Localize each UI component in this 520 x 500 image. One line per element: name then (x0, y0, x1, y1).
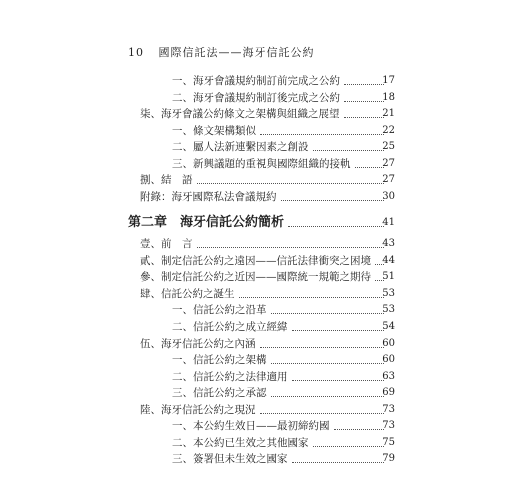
toc-entry-title: 二、海牙會議規約制訂後完成之公約 (172, 92, 340, 104)
toc-page-number: 44 (382, 255, 395, 266)
toc-entry-row[interactable] (0, 172, 520, 188)
toc-entry-title: 參、制定信託公約之近因——國際統一規範之期待 (140, 271, 371, 283)
toc-page-number: 73 (382, 404, 395, 415)
toc-entry-row[interactable] (0, 269, 520, 285)
dot-leader (271, 385, 384, 397)
page-number: 10 (128, 46, 144, 59)
dot-leader (271, 352, 384, 364)
toc-entry-title: 二、信託公約之成立經緯 (172, 321, 288, 333)
dot-leader (271, 302, 384, 314)
dot-leader (281, 189, 384, 201)
toc-entry-title: 一、信託公約之沿革 (172, 304, 267, 316)
toc-entry-title: 伍、海牙信託公約之內涵 (140, 338, 256, 350)
toc-entry-row[interactable] (0, 139, 520, 155)
toc-entry-row[interactable] (0, 302, 520, 318)
toc-page-number: 79 (382, 453, 395, 464)
dot-leader (292, 369, 384, 381)
dot-leader (197, 172, 384, 184)
dot-leader (344, 90, 384, 102)
toc-entry-title: 貳、制定信託公約之遠因——信託法律衝突之困境 (140, 255, 371, 267)
toc-entry-title: 一、信託公約之架構 (172, 354, 267, 366)
toc-entry-row[interactable] (0, 352, 520, 368)
dot-leader (260, 123, 384, 135)
dot-leader (313, 139, 384, 151)
toc-entry-title: 三、新興議題的重視與國際組織的接軌 (172, 158, 351, 170)
toc-entry-row[interactable] (0, 90, 520, 106)
toc-page-number: 60 (382, 338, 395, 349)
toc-entry-title: 三、簽署但未生效之國家 (172, 453, 288, 465)
toc-page-number: 27 (382, 158, 395, 169)
toc-entry-title: 捌、結 語 (140, 174, 193, 186)
toc-entry-row[interactable] (0, 106, 520, 122)
toc-entry-row[interactable] (0, 73, 520, 89)
toc-entry-row[interactable] (0, 451, 520, 467)
dot-leader (292, 451, 384, 463)
toc-page-number: 63 (382, 371, 395, 382)
toc-page-number: 25 (382, 141, 395, 152)
toc-entry-row[interactable] (0, 319, 520, 335)
dot-leader (260, 336, 384, 348)
toc-entry-row[interactable] (0, 418, 520, 434)
dot-leader (344, 73, 384, 85)
dot-leader (334, 418, 384, 430)
toc-entry-title: 二、信託公約之法律適用 (172, 371, 288, 383)
toc-entry-title: 肆、信託公約之誕生 (140, 288, 235, 300)
toc-page-number: 43 (382, 238, 395, 249)
dot-leader (292, 319, 384, 331)
toc-entry-title: 二、屬人法新連繫因素之創設 (172, 141, 309, 153)
toc-entry-title: 三、信託公約之承認 (172, 387, 267, 399)
toc-page-number: 17 (382, 75, 395, 86)
toc-entry-row[interactable] (0, 156, 520, 172)
toc-entry-row[interactable] (0, 286, 520, 302)
toc-page-number: 41 (382, 217, 395, 228)
toc-entry-title: 一、條文架構類似 (172, 125, 256, 137)
toc-page-number: 27 (382, 174, 395, 185)
toc-entry-title: 二、本公約已生效之其他國家 (172, 437, 309, 449)
toc-entry-title: 附錄：海牙國際私法會議規約 (140, 191, 277, 203)
toc-entry-row[interactable] (0, 336, 520, 352)
toc-chapter-row[interactable] (0, 215, 520, 231)
dot-leader (355, 156, 384, 168)
toc-entry-title: 陸、海牙信託公約之現況 (140, 404, 256, 416)
toc-page-number: 53 (382, 304, 395, 315)
dot-leader (197, 236, 384, 248)
dot-leader (344, 106, 384, 118)
toc-page-number: 21 (382, 108, 395, 119)
toc-page-number: 60 (382, 354, 395, 365)
toc-entry-title: 一、本公約生效日——最初締約國 (172, 420, 330, 432)
running-title: 國際信託法——海牙信託公約 (158, 46, 315, 59)
toc-page-number: 69 (382, 387, 395, 398)
toc-entry-row[interactable] (0, 236, 520, 252)
toc-page-number: 30 (382, 191, 395, 202)
toc-entry-row[interactable] (0, 189, 520, 205)
toc-entry-row[interactable] (0, 369, 520, 385)
toc-entry-title: 第二章 海牙信託公約簡析 (128, 215, 285, 230)
toc-entry-row[interactable] (0, 402, 520, 418)
toc-entry-row[interactable] (0, 435, 520, 451)
toc-page-number: 54 (382, 321, 395, 332)
dot-leader (313, 435, 384, 447)
toc-entry-row[interactable] (0, 123, 520, 139)
toc-page-number: 18 (382, 92, 395, 103)
toc-page-number: 22 (382, 125, 395, 136)
toc-page-number: 73 (382, 420, 395, 431)
toc-entry-row[interactable] (0, 253, 520, 269)
toc-entry-title: 壹、前 言 (140, 238, 193, 250)
dot-leader (239, 286, 384, 298)
toc-page-number: 75 (382, 437, 395, 448)
toc-entry-title: 柒、海牙會議公約條文之架構與組織之展望 (140, 108, 340, 120)
toc-entry-title: 一、海牙會議規約制訂前完成之公約 (172, 75, 340, 87)
dot-leader (260, 402, 384, 414)
dot-leader (288, 215, 384, 227)
toc-page-number: 53 (382, 288, 395, 299)
toc-page-number: 51 (382, 271, 395, 282)
toc-entry-row[interactable] (0, 385, 520, 401)
